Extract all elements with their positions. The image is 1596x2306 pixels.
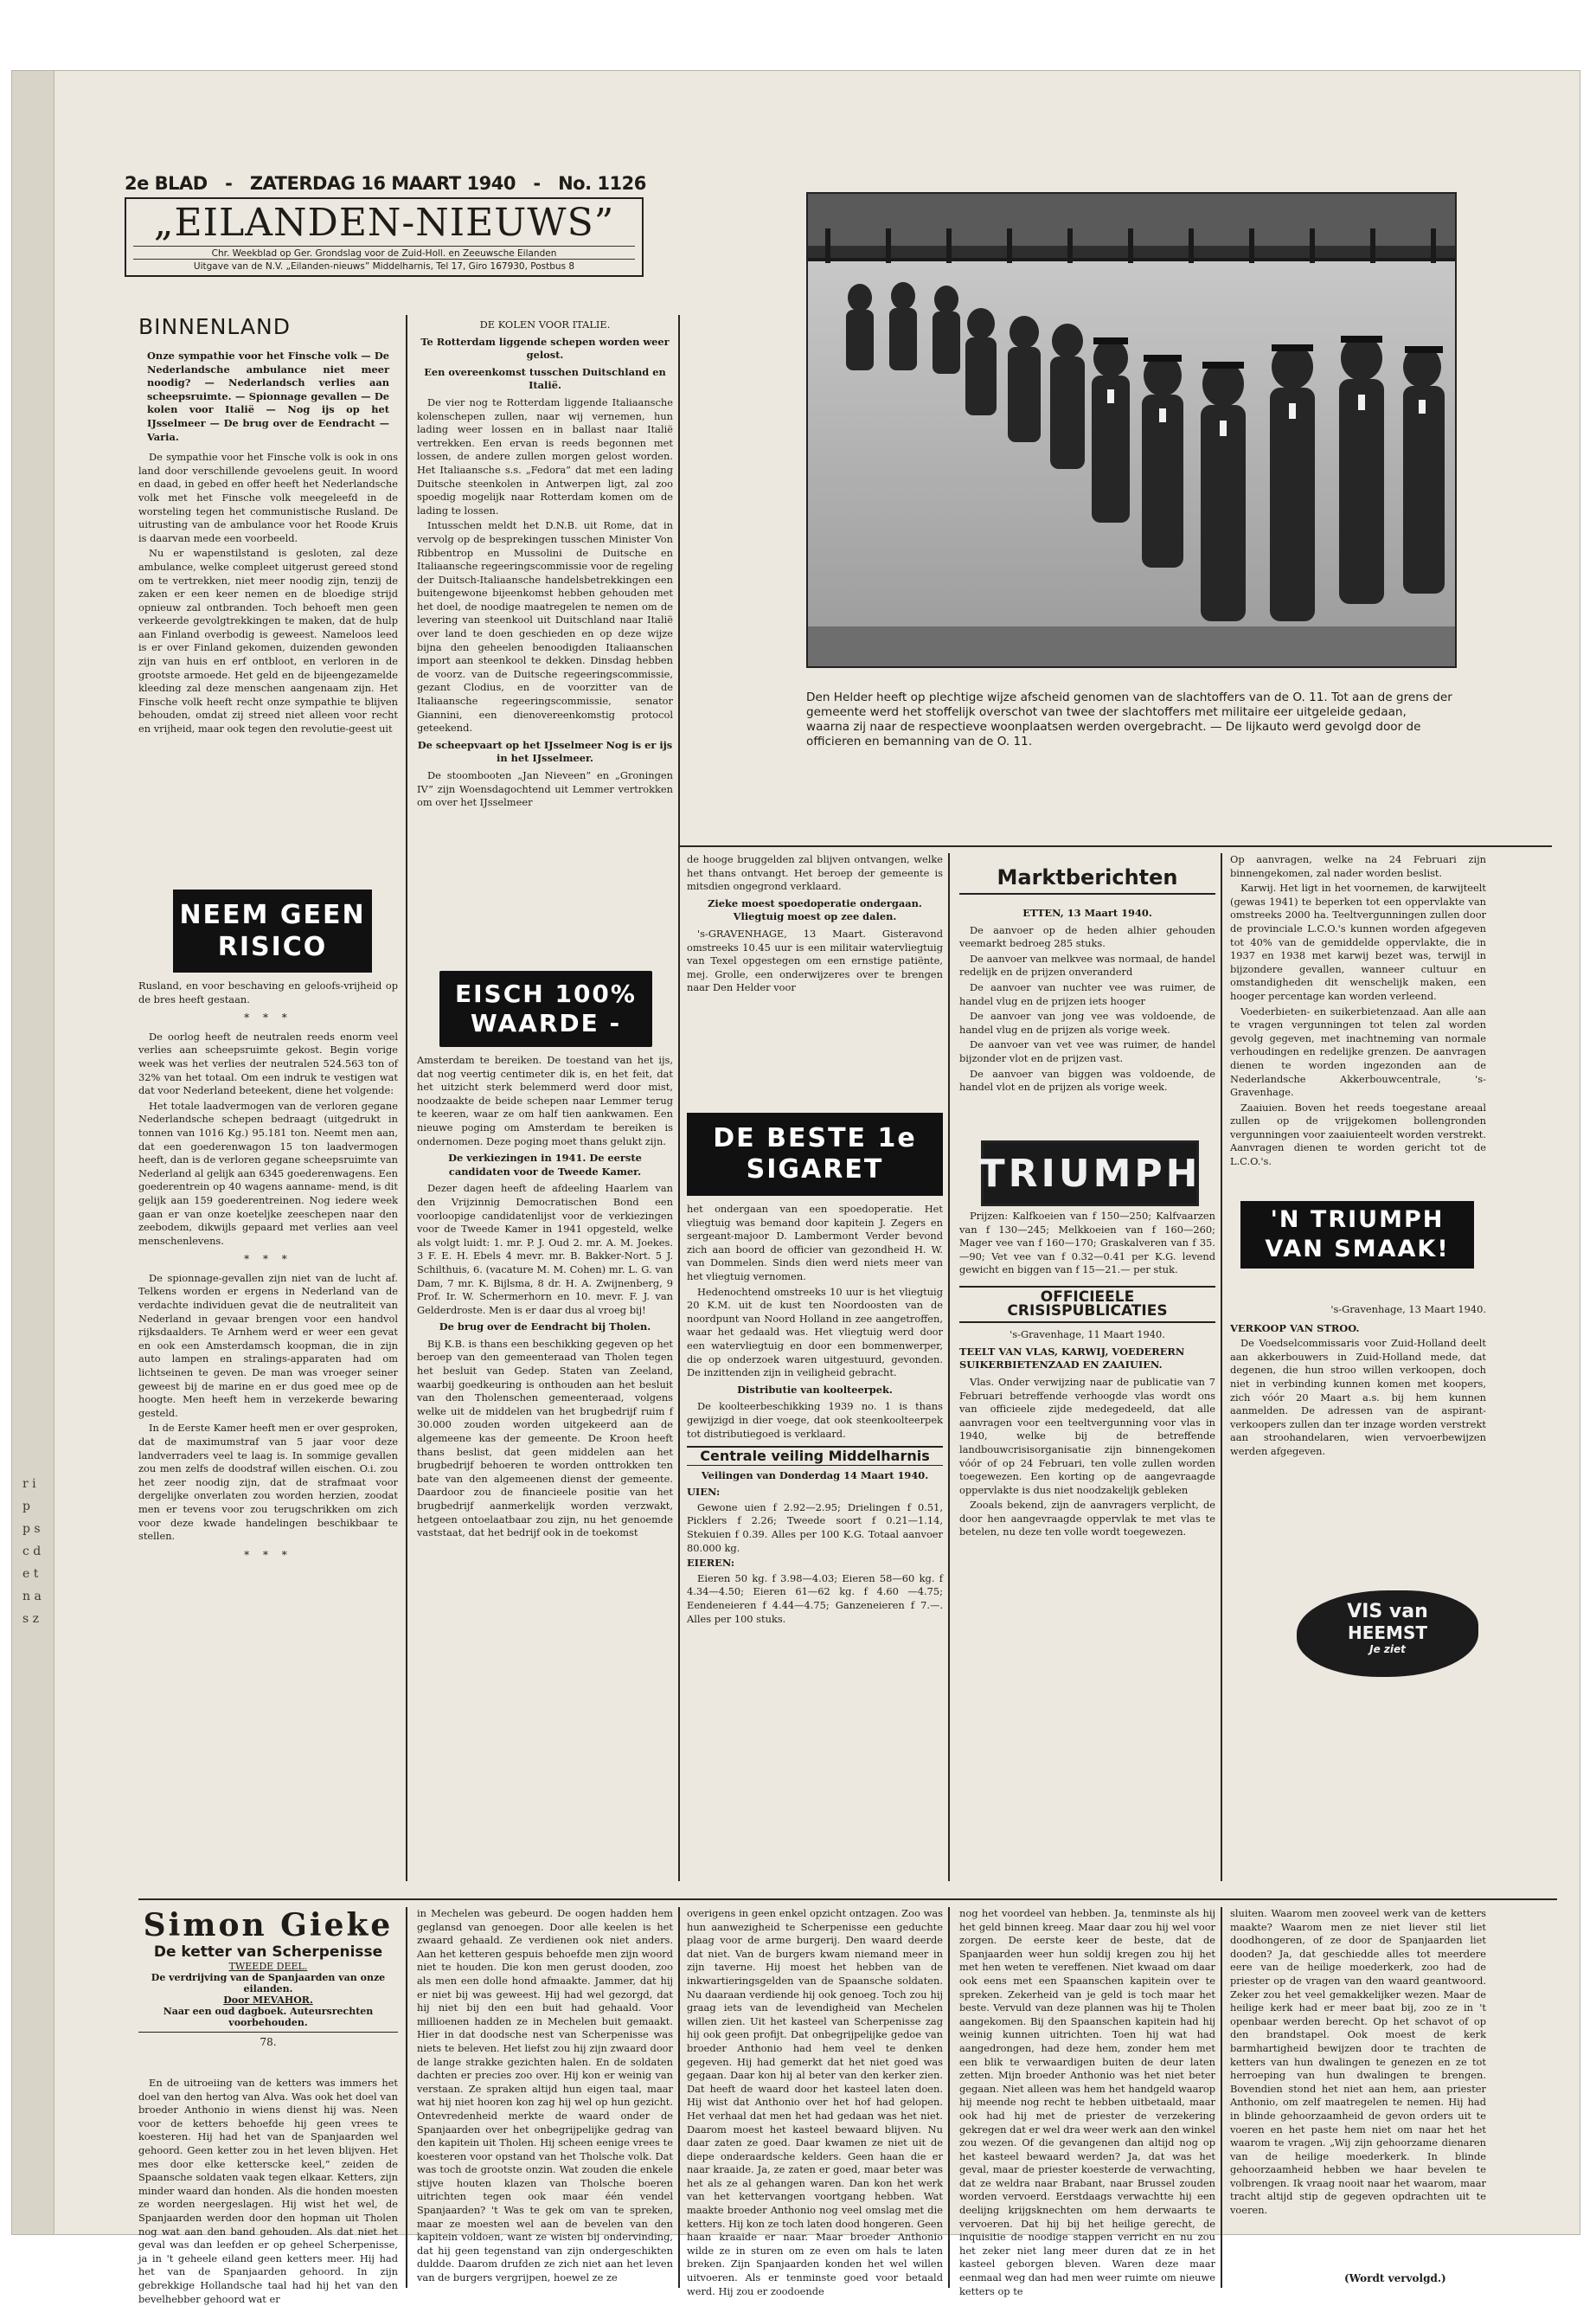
verkiezingen-paragraph: Dezer dagen heeft de afdeeling Haarlem van den Vrijzinnig Democratischen Bond een voorloopige candidatenlijst voor de verkiezingen voor de Tweede Kamer in 1941 opgesteld, welke als volgt luidt: 1. mr. P. J. Oud 2. mr. A. M. Joekes. 3 F. E. H. Ebels 4 mevr. mr. B. Bakker-Nort. 5 J. Schilthuis, 6. (vacature M. M. Cohen) mr. L. G. van Dam, 7 mr. K. Bijlsma, 8 dr. H. A. Zwijnenberg, 9 Prof. Ir. W. Schermerhorn en 10. mevr. F. J. van Gelderdroste. Men is er daar dus al vroeg bij! <box>417 1182 673 1316</box>
triumph-van-smaak-text: 'N TRIUMPH VAN SMAAK! <box>1265 1206 1450 1262</box>
triumph-text: TRIUMPH <box>978 1151 1202 1196</box>
kolen-paragraph: Intusschen meldt het D.N.B. uit Rome, dat in vervolg op de besprekingen tusschen Minister Von Ribbentrop en Mussolini de Duitsche en Italiaansche regeeringscommissie voor de regeling der Duitsch-Italiaansche handelsbetrekkingen een buitengewone bijeenkomst hebben gehouden met het doel, de noodige maatregelen te nemen om de levering van steenkool uit Duitschland naar Italië over land te doen geschieden en op deze wijze bijna den geheelen benoodigden Italiaanschen import aan steenkool te dekken. Dinsdag hebben de voorz. van de Duitsche regeeringscommissie, gezant Clodius, en de voorzitter van de Italiaansche regeeringscommissie, senator Giannini, een dienovereenkomstig protocol geteekend. <box>417 519 673 735</box>
kolen-italie-column <box>417 315 673 886</box>
column-rule <box>678 1907 680 2288</box>
funeral-procession-photo <box>806 192 1457 668</box>
distributie-paragraph: De koolteerbeschikking 1939 no. 1 is thans gewijzigd in dier voege, dat ook steenkoolteerpek tot distributiegoed is verklaard. <box>687 1400 943 1440</box>
voederbieten-paragraph: Voederbieten- en suikerbietenzaad. Aan alle aan te vragen vergunningen tot telen zal worden gevolg gegeven, met inachtneming van normale verhoudingen en redelijke grenzen. De aanvragen dienen te worden ingezonden aan de Nederlandsche Akkerbouwcentrale, 's-Gravenhage. <box>1230 1005 1486 1099</box>
column-rule <box>406 1907 407 2288</box>
brug-heading: De brug over de Eendracht bij Tholen. <box>439 1320 651 1333</box>
masthead <box>125 173 644 277</box>
ijsselmeer-paragraph-cont: Amsterdam te bereiken. De toestand van het ijs, dat nog veertig centimeter dik is, en het feit, dat het uitzicht sterk belemmerd werd door mist, noodzaakte de beide schepen naar Lemmer terug te keeren, waar ze om half tien aankwamen. Een nieuwe poging om Amsterdam te bereiken is ondernomen. Deze poging moet thans gelukt zijn. <box>417 1054 673 1147</box>
uien-paragraph: Gewone uien f 2.92—2.95; Drielingen f 0.51, Picklers f 2.26; Tweede soort f 0.21—1.14, Stekuien f 0.39. Alles per 100 K.G. Totaal aanvoer 80.000 kg. <box>687 1500 943 1554</box>
markt-paragraph: De aanvoer van nuchter vee was ruimer, de handel vlug en de prijzen iets hooger <box>959 980 1215 1007</box>
feuilleton-col1 <box>138 2077 398 2305</box>
separator-stars: * * * <box>244 1548 292 1561</box>
teelt-paragraph-2: Zooals bekend, zijn de aanvragers verplicht, de door hen aangevraagde oppervlak te met vlas te betelen, nu deze ten volle wordt toegewezen. <box>959 1499 1215 1538</box>
feuilleton-number: 78. <box>138 2032 398 2048</box>
column-rule <box>1221 1907 1222 2288</box>
eieren-heading: EIEREN: <box>687 1557 735 1570</box>
ijsselmeer-heading: De scheepvaart op het IJsselmeer Nog is er ijs in het IJsselmeer. <box>417 738 673 765</box>
binding-mark: r i p p s c d e t n a s z <box>22 1477 42 1626</box>
vis-heemst-ad <box>1297 1590 1478 1677</box>
feuilleton-text: overigens in geen enkel opzicht ontzagen. Zoo was hun aanwezigheid te Scherpenisse een geduchte plaag voor de arme burgerij. Den waard deerde dat niet. Van de burgers kwam niemand meer in zijn taverne. Hij moest het hebben van de inkwartieringsgelden van de Spaansche soldaten. Nu daaraan verdiende hij ook genoeg. Toch zou hij graag iets van de levendigheid van Mechelen willen zien. Uit het kasteel van Scherpenisse zag hij ook geen profijt. Dat onbegrijpelijke gedoe van broeder Anthonio had hem veel te denken gegeven. Hij had gemerkt dat het niet goed was gegaan. Daar kon hij al beter van den kerker zien. Dat heeft de waard door het kasteel laten doen. Hij wist dat Anthonio over het hof had gelopen. Het verhaal dat men het had gedaan was het niet. Daarom moest het kasteel bewaard blijven. Nu daar zaten ze goed. Daar kwamen ze niet uit de diepe onderaardsche kelders. Geen haan die er naar kraaide. Ja, ze zaten er goed, maar beter was het als ze al gehangen waren. Dan kon het werk van het kettervangen voortgang hebben. Wat maakte broeder Anthonio nog veel omslag met die ketters. Hij kon ze toch laten dood hongeren. Geen haan kraaide er naar. Maar broeder Anthonio wilde ze in sturen om ze even om hals te laten breken. Zijn Spanjaarden konden het wel willen uitvoeren. Als er tenminste goed voor betaald werd. Hij zou er zoodoende <box>687 1907 943 2297</box>
ijsselmeer-paragraph: De stoombooten „Jan Nieveen” en „Groningen IV” zijn Woensdagochtend uit Lemmer vertrokken om over het IJsselmeer <box>417 769 673 809</box>
spionnage-paragraph: In de Eerste Kamer heeft men er over gesproken, dat de maximumstraf van 5 jaar voor deze landverraders veel te laag is. In sommige gevallen zou men zelfs de doodstraf willen eischen. O.i. zou het zeer noodig zijn, dat de strafmaat voor dergelijke onverlaten zou worden herzien, zoodat men er tevens voor zou terugschrikken om zich voor deze kwade handelingen beschikbaar te stellen. <box>138 1422 398 1543</box>
col5-top <box>1230 853 1486 1199</box>
binnenland-heading: BINNENLAND <box>138 314 291 339</box>
vis-heemst-text: Je ziet <box>1369 1643 1406 1655</box>
triumph-van-smaak-ad <box>1240 1201 1474 1269</box>
kolen-italie-column-bottom <box>417 1054 673 1859</box>
spionnage-paragraph: De spionnage-gevallen zijn niet van de lucht af. Telkens worden er ergens in Nederland van de verdachte individuen gevat die de neutraliteit van Nederland in gevaar brengen voor een handvol rijksdaalders. Te Arnhem werd er weer een gevat en ook een Amsterdamsch koopman, die in zijn auto lampen en stralings-apparaten had om lichtseinen te geven. De man was vroeger seiner geweest bij de marine en er dus goed mee op de hoogte. Men heeft hem in verzekerde bewaring gesteld. <box>138 1271 398 1419</box>
feuilleton-col2 <box>417 1907 673 2288</box>
newspaper-title: „EILANDEN-NIEUWS” <box>153 201 615 245</box>
col3-top <box>687 853 943 1104</box>
karwij-paragraph: Karwij. Het ligt in het voornemen, de karwijteelt (gewas 1941) te beperken tot een oppervlakte van omstreeks 2000 ha. Teeltvergunningen zullen door de provinciale L.C.O.'s kunnen worden afgegeven tot 40% van de gemiddelde oppervlakte, die in 1937 en 1938 met karwij bezet was, terwijl in bijzondere gevallen, wanneer cultuur en omstandigheden dit wenschelijk maken, een hooger percentage kan worden verleend. <box>1230 882 1486 1002</box>
binnenland-summary: Onze sympathie voor het Finsche volk — De Nederlandsche ambulance niet meer noodig? — Nederlandsch verlies aan scheepsruimte. — Spionnage gevallen — De kolen voor Italië — Nog ijs op het IJsselmeer — De brug over de Eendracht — Varia. <box>147 350 389 443</box>
procession-illustration <box>808 194 1455 666</box>
feuilleton-title: Simon Gieke <box>143 1907 394 1943</box>
stroo-heading: VERKOOP VAN STROO. <box>1230 1321 1360 1334</box>
beste-sigaret-text: DE BESTE 1e SIGARET <box>713 1123 917 1185</box>
marktberichten-heading: Marktberichten <box>959 865 1215 895</box>
vliegtuig-paragraph: 's-GRAVENHAGE, 13 Maart. Gisteravond omstreeks 10.45 uur is een militair watervliegtuig van Texel opgestegen om een ernstige patiënte, mej. Grolle, een onderwijzeres over te brengen naar Den Helder voor <box>687 927 943 994</box>
markt-paragraph: De aanvoer van biggen was voldoende, de handel vlot en de prijzen als vorige week. <box>959 1067 1215 1094</box>
kolen-italie-sub1: Te Rotterdam liggende schepen worden weer gelost. <box>420 335 670 362</box>
photo-caption: Den Helder heeft op plechtige wijze afscheid genomen van de slachtoffers van de O. 11. Tot aan de grens der gemeente werd het stoffelijk overschot van twee der slachtoffers met militaire eer uitgeleide gedaan, waarna zij naar de respectieve woonplaatsen werden overgebracht. — De lijkauto werd gevolgd door de officieren en bemanning van de O. 11. <box>806 691 1452 748</box>
neem-geen-risico-ad <box>173 890 372 973</box>
binnenland-paragraph: Nu er wapenstilstand is gesloten, zal deze ambulance, welke compleet uitgerust gereed stond om te vertrekken, niet meer noodig zijn, tenzij de zaken er een keer nemen en de bloedige strijd opnieuw zal ontbranden. Toch behoeft men geen verkeerde gevolgtrekkingen te maken, dat de hulp aan Finland overbodig is geweest. Nameloos leed is er over Finland gekomen, duizenden gewonden zijn van huis en erf ontbloot, en verloren in de grootste armoede. Het geld en de bijeengezamelde kleeding zal deze menschen aangenaam zijn. Het Finsche volk heeft recht onze sympathie te blijven behouden, omdat zij streed niet alleen voor recht en vrijheid, maar ook tegen den revolutie-geest uit <box>138 547 398 735</box>
beste-sigaret-ad <box>687 1113 943 1196</box>
kolen-italie-heading: DE KOLEN VOOR ITALIE. <box>479 318 611 331</box>
uien-heading: UIEN: <box>687 1486 721 1499</box>
zaaiuien-paragraph: Zaaiuien. Boven het reeds toegestane areaal zullen op de vrijgekomen bollengronden vergunningen voor zaaiuienteelt worden verstrekt. Aanvragen dienen te worden gericht tot de L.C.O.'s. <box>1230 1101 1486 1168</box>
feuilleton-text: sluiten. Waarom men zooveel werk van de ketters maakte? Waarom men ze niet liever stil liet doodhongeren, of ze door de Spanjaarden liet dooden? Ja, dat geschiedde alles tot meerdere eere van de heilige moederkerk, zoo had de priester op de vragen van den waard geantwoord. Zeker zou het veel gemakkelijker wezen. Maar de heilige kerk had er meer baat bij, zoo ze in 't openbaar werden berecht. Op het schavot of op den brandstapel. Ook moest de kerk barmhartigheid bewijzen door te trachten de ketters van hun dwalingen te genezen en ze tot herroeping van hun dwalingen te brengen. Bovendien stond het niet aan hem, aan priester Anthonio, om zelf maatregelen te nemen. Hij had in blinde gehoorzaamheid de gevon orders uit te voeren en het paste hem niet om naar het het waarom te vragen. „Wij zijn gehoorzame dienaren van de heilige moederkerk. In blinde gehoorzaamheid hebben we haar bevelen te volbrengen. Ik vraag nooit naar het waarom, maar tracht altijd stip de gegeven opdrachten uit te voeren. <box>1230 1907 1486 2217</box>
officieele-date: 's-Gravenhage, 11 Maart 1940. <box>1010 1328 1165 1341</box>
teelt-paragraph: Vlas. Onder verwijzing naar de publicatie van 7 Februari betreffende verhoogde vlas wordt ons van officieele zijde medegedeeld, dat alle aanvragen voor een teeltvergunning voor vlas in 1940, welke bij de betreffende landbouwcrisisorganisatie zijn binnengekomen vóór of op 24 Februari, ten volle zullen worden toegewezen. Een korting op de aangevraagde oppervlakte is dus niet noodzakelijk gebleken <box>959 1375 1215 1496</box>
feuilleton-col3 <box>687 1907 943 2297</box>
column-rule <box>406 315 407 1881</box>
feuilleton-text: nog het voordeel van hebben. Ja, tenminste als hij het geld binnen kreeg. Maar daar zou hij wel voor zorgen. De eerste keer de beste, dat de Spanjaarden weer hun soldij kregen zou hij het met hen weten te vereffenen. Niet kwaad om daar ook eens met een Spaanschen kapitein over te spreken. Zekerheid van je geld is toch maar het beste. Vervuld van deze plannen was hij te Tholen aangekomen. Bij den Spaanschen kapitein had hij weinig kunnen uitrichten. Toen hij wat had aangedrongen, had deze hem, zonder hem met een blik te verwaardigen buiten de deur laten zetten. Mijn broeder Anthonio was het niet beter gegaan. Niet alleen was hem het handgeld waarop hij meende nog recht te hebben uitbetaald, maar ook had hij met de priester de verzekering gekregen dat er wel dra weer werk aan den winkel zou wezen. Of die gevangenen dan altijd nog op het kasteel bewaard werden? Ja, dat was het geval, maar de priester koesterde de verwachting, dat ze weldra naar Brabant, naar Brussel zouden worden vervoerd. Eerstdaags verwachtte hij een deelijng krijgsknechten om hem derwaarts te vervoeren. Dat hij bij het heilige gerecht, de inquisitie de noodige stappen verricht en nu zou het zeker niet lang meer duren dat ze in het kasteel geborgen bleven. Waren deze maar eenmaal weg dan had men weer ruimte om nieuwe ketters op te <box>959 1907 1215 2297</box>
vliegtuig-paragraph-cont: het ondergaan van een spoedoperatie. Het vliegtuig was bemand door kapitein J. Zegers en sergeant-majoor D. Lambermont Verder bevond zich aan boord de officier van gezondheid H. W. van Dommelen. Sinds dien werd niets meer van het vliegtuig vernomen. <box>687 1203 943 1282</box>
masthead-box <box>125 197 644 277</box>
markt-paragraph: De aanvoer van melkvee was normaal, de handel redelijk en de prijzen onveranderd <box>959 952 1215 979</box>
newspaper-page <box>12 71 1580 2305</box>
feuilleton-author: Door MEVAHOR. <box>223 1994 313 2006</box>
kolen-paragraph: De vier nog te Rotterdam liggende Italiaansche kolenschepen zullen, naar wij vernemen, hun lading weer lossen en in ballast naar Italië vertrekken. Een ervan is reeds begonnen met lossen, de andere zullen morgen gelost worden. Het Italiaansche s.s. „Fedora” dat met een lading Duitsche steenkolen in Antwerpen ligt, zal zoo spoedig mogelijk naar Rotterdam komen om de lading te lossen. <box>417 395 673 517</box>
col3-bottom <box>687 1203 943 1886</box>
column-rule <box>678 315 680 1881</box>
vliegtuig-paragraph-3: Hedenochtend omstreeks 10 uur is het vliegtuig 20 K.M. uit de kust ten Noordoosten van de noordpunt van Noord Holland in zee aangetroffen, waar het gedaald was. Het vliegtuig werd door een watervliegtuig en door een bommenwerper, die op onderzoek waren uitgestuurd, gevonden. De inzittenden zijn in veiligheid gebracht. <box>687 1285 943 1379</box>
binnenland-column-bottom <box>138 980 398 1862</box>
feuilleton-text: En de uitroeiing van de ketters was immers het doel van den hertog van Alva. Was ook het doel van broeder Anthonio in wiens dienst hij was. Neen voor de ketters behoefde hij geen vrees te koesteren. Hij had het van de Spanjaarden wel gehoord. Geen ketter zou in het leven blijven. Het mes door elke ketterscke keel,” zeiden de Spaansche soldaten vaak tegen elkaar. Ketters, zijn minder waard dan honden. Als die honden moesten ze worden neergeslagen. Hij wist het wel, de Spanjaarden werden door den hopman uit Tholen nog wat aan den band gehouden. Als dat niet het geval was dan leefden er op geheel Scherpenisse, ja in 't geheele eiland geen ketters meer. Hij had het van de Spanjaarden gehoord. In zijn gebrekkige Hollandsche taal had hij het van den bevelhebber gehoord wat er <box>138 2077 398 2305</box>
horizontal-rule <box>678 845 1552 847</box>
col3-intro: de hooge bruggelden zal blijven ontvangen, welke het thans ontvangt. Het beroep der gemeente is mitsdien ongegrond verklaard. <box>687 853 943 893</box>
feuilleton-subtitle: De ketter van Scherpenisse <box>153 1943 383 1961</box>
separator-stars: * * * <box>244 1012 292 1025</box>
feuilleton-text: in Mechelen was gebeurd. De oogen hadden hem geglansd van genoegen. Door alle keelen is het zwaard gehaald. Ze verdienen ook niet anders. Aan het ketteren gespuis behoefde men zijn woord niet te houden. Die kon men gerust dooden, zoo als men een dolle hond afmaakte. Jammer, dat hij er niet bij was geweest. Hij had wel gezorgd, dat hij niet bij den een buit had gehaald. Voor millioenen hadden ze in Mechelen buit gemaakt. Hier in dat doodsche nest van Scherpenisse was niets te beleven. Het liefst zou hij zijn zwaard door de lange strakke gezichten halen. En de soldaten dachten er precies zoo over. Hij kon er weinig van verstaan. Ze spraken altijd hun eigen taal, maar wat hij niet hooren kon zag hij wel op hun gezicht. Ontevredenheid merkte de waard onder de Spanjaarden over het onbegrijpelijke gedrag van den kapitein uit Tholen. Hij scheen eenige vrees te koesteren voor opstand van het Tholsche volk. Dat was toch de grootste onzin. Wat zouden die enkele stijve houten klazen van Tholsche boeren uitrichten tegen ook maar één vendel Spanjaarden? 't Was te gek om van te spreken, maar ze moesten wel aan de bevelen van den kapitein voldoen, want ze wisten bij ondervinding, dat hij geen tegenstand van zijn ondergeschikten duldde. Daarom drufden ze zich niet aan het leven van de burgers vergrijpen, hoewel ze ze <box>417 1907 673 2284</box>
col4-bottom <box>959 1210 1215 1885</box>
feuilleton-deel: TWEEDE DEEL. <box>228 1961 308 1972</box>
feuilleton-col4 <box>959 1907 1215 2297</box>
veiling-heading: Centrale veiling Middelharnis <box>687 1446 943 1466</box>
verkiezingen-heading: De verkiezingen in 1941. De eerste candidaten voor de Tweede Kamer. <box>448 1152 642 1178</box>
scheepsruimte-paragraph: De oorlog heeft de neutralen reeds enorm veel verlies aan scheepsruimte gekost. Begin vorige week was het verlies der neutralen 524.563 ton of 32% van het totaal. Om een indruk te vestigen wat dat voor Nederland beteekent, diene het volgende: <box>138 1030 398 1097</box>
feuilleton-col5 <box>1230 1907 1486 2271</box>
feuilleton-rule <box>138 1898 1557 1900</box>
eieren-paragraph: Eieren 50 kg. f 3.98—4.03; Eieren 58—60 kg. f 4.34—4.50; Eieren 61—62 kg. f 4.60 —4.75; Eendeneieren f 4.44—4.75; Ganzeneieren f 7.—. Alles per 100 stuks. <box>687 1571 943 1625</box>
binnenland-after-ad: Rusland, en voor beschaving en geloofs-vrijheid op de bres heeft gestaan. <box>138 980 398 1005</box>
prijzen-paragraph: Prijzen: Kalfkoeien van f 150—250; Kalfvaarzen van f 130—245; Melkkoeien van f 160—260; Mager vee van f 160—170; Graskalveren van f 35.—90; Vet vee van f 0.32—0.41 per K.G. levend gewicht en biggen van f 15—21.— per stuk. <box>959 1210 1215 1276</box>
etten-dateline: ETTEN, 13 Maart 1940. <box>1022 907 1152 919</box>
vis-heemst-text: HEEMST <box>1347 1622 1427 1643</box>
column-rule <box>948 1907 950 2288</box>
masthead-publisher: Uitgave van de N.V. „Eilanden-nieuws” Middelharnis, Tel 17, Giro 167930, Postbus 8 <box>133 259 635 272</box>
feuilleton-header <box>138 1907 398 2048</box>
col5-intro: Op aanvragen, welke na 24 Februari zijn binnengekomen, zal nader worden beslist. <box>1230 853 1486 879</box>
col4-top <box>959 903 1215 1163</box>
triumph-ad <box>978 1140 1202 1206</box>
eisch-100-waarde-text: EISCH 100% WAARDE - <box>455 980 637 1037</box>
feuilleton-desc: De verdrijving van de Spanjaarden van onze eilanden. <box>151 1972 386 1994</box>
binnenland-column-top <box>138 350 398 883</box>
neem-geen-risico-text: NEEM GEEN RISICO <box>179 900 366 962</box>
masthead-subtitle: Chr. Weekblad op Ger. Grondslag voor de Zuid-Holl. en Zeeuwsche Eilanden <box>133 246 635 259</box>
zieke-heading: Zieke moest spoedoperatie ondergaan. Vliegtuig moest op zee dalen. <box>708 896 922 923</box>
teelt-heading: TEELT VAN VLAS, KARWIJ, VOEDERERN SUIKERBIETENZAAD EN ZAAIUIEN. <box>959 1345 1185 1371</box>
wordt-vervolgd: (Wordt vervolgd.) <box>1344 2272 1446 2284</box>
page-line: 2e BLAD - ZATERDAG 16 MAART 1940 - No. 1126 <box>125 173 646 194</box>
brug-paragraph: Bij K.B. is thans een beschikking gegeven op het beroep van den gemeenteraad van Tholen tegen het besluit van Gedep. Staten van Zeeland, waarbij goedkeuring is onthouden aan het besluit van den Tholenschen gemeenteraad, volgens welke uit de middelen van het brugbedrijf ruim f 30.000 zouden worden uitgekeerd aan de algemeene kas der gemeente. De Kroon heeft thans beslist, dat geen middelen aan het brugbedrijf behoeren te worden onttrokken ten bate van den algemeenen dienst der gemeente. Daardoor zou de financieele positie van het brugbedrijf aanmerkelijk worden verzwakt, hetgeen ontoelaatbaar zou zijn, nu het genoemde vaststaat, dat het bedrijf ook in de toekomst <box>417 1337 673 1539</box>
separator-stars: * * * <box>244 1253 292 1266</box>
col5-middle <box>1230 1300 1486 1585</box>
markt-paragraph: De aanvoer op de heden alhier gehouden veemarkt bedroeg 285 stuks. <box>959 923 1215 950</box>
gravenhage-date: 's-Gravenhage, 13 Maart 1940. <box>1330 1303 1486 1315</box>
eisch-100-waarde-ad <box>439 971 652 1047</box>
binding-strip <box>12 71 54 2234</box>
distributie-heading: Distributie van koolteerpek. <box>737 1383 893 1396</box>
column-rule <box>1221 853 1222 1881</box>
binnenland-paragraph: De sympathie voor het Finsche volk is ook in ons land door verschillende gevoelens geuit. In woord en daad, in gebed en offer heeft het Nederlandsche volk met het Finsche volk meegeleefd in de worsteling tegen het communistische Rusland. De uitrusting van de ambulance voor het Roode Kruis is daarvan mede een voorbeeld. <box>138 451 398 544</box>
vis-heemst-text: VIS van <box>1347 1601 1428 1622</box>
markt-paragraph: De aanvoer van vet vee was ruimer, de handel bijzonder vlot en de prijzen vast. <box>959 1038 1215 1064</box>
column-rule <box>948 853 950 1881</box>
kolen-italie-sub2: Een overeenkomst tusschen Duitschland en Italië. <box>424 365 666 392</box>
feuilleton-copyright: Naar een oud dagboek. Auteursrechten voorbehouden. <box>163 2006 374 2028</box>
veiling-subheading: Veilingen van Donderdag 14 Maart 1940. <box>701 1468 929 1481</box>
stroo-paragraph: De Voedselcommissaris voor Zuid-Holland deelt aan akkerbouwers in Zuid-Holland mede, dat degenen, die hun stroo willen verkoopen, doch niet in verbinding kunnen komen met koopers, zich vóór 20 Maart a.s. bij hem kunnen aanmelden. De adressen van de aspirant-verkoopers zullen dan ter inzage worden verstrekt aan stroohandelaren, wien vervoerbewijzen werden afgegeven. <box>1230 1337 1486 1457</box>
scheepsruimte-paragraph: Het totale laadvermogen van de verloren gegane Nederlandsche schepen bedraagt (uitgedrukt in tonnen van 1016 Kg.) 95.181 ton. Neemt men aan, dat een goederenwagon 15 ton laadvermogen heeft, dan is de verloren gegane scheepsruimte van Nederland al gelijk aan 6345 goederenwagens. Een goederentrein op 40 wagens aanname- mend, is dit gelijk aan 159 goederentreinen. Nog iedere week gaan er van onze koeteljke zeeschepen naar den zeebodem, dikwijls gepaard met verlies aan veel menschenlevens. <box>138 1099 398 1247</box>
officieele-heading: OFFICIEELE CRISISPUBLICATIES <box>959 1286 1215 1323</box>
markt-paragraph: De aanvoer van jong vee was voldoende, de handel vlug en de prijzen als vorige week. <box>959 1010 1215 1036</box>
